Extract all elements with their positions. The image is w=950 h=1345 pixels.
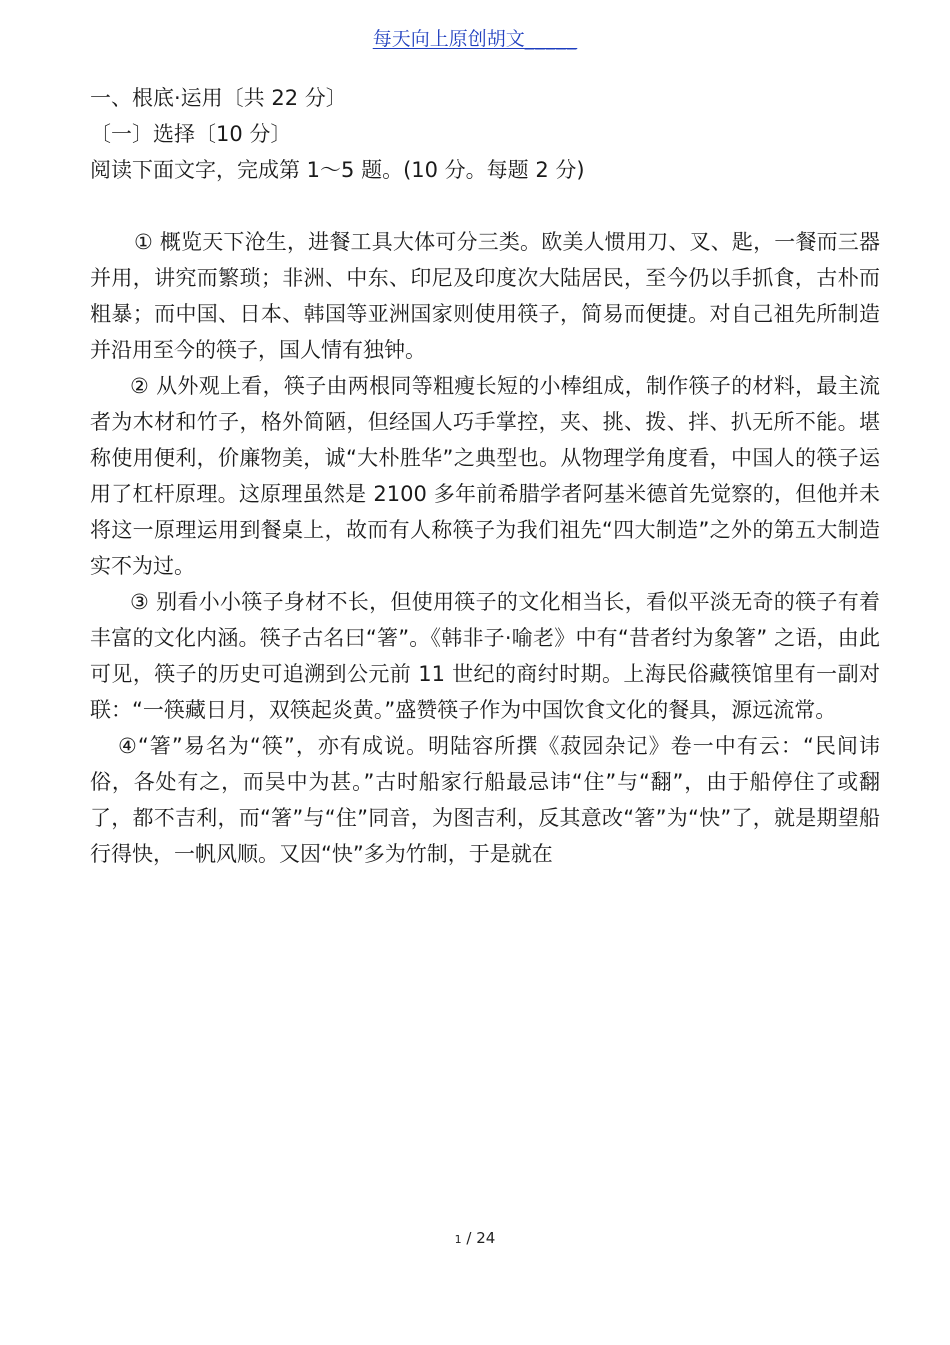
page-current: 1 [454,1233,462,1246]
passage-paragraph-3: ③ 别看小小筷子身材不长，但使用筷子的文化相当长，看似平淡无奇的筷子有着丰富的文化内涵。筷子古名曰“箸”。《韩非子·喻老》中有“昔者纣为象箸” 之语，由此可见，筷子的历史可追溯到公元前 11 世纪的商纣时期。上海民俗藏筷馆里有一副对联：“一筷藏日月，双筷起炎黄。”盛赞筷子作为中国饮食文化的餐具，源远流常。 [90,590,880,722]
passage-paragraph-1: ① 概览天下沧生，进餐工具大体可分三类。欧美人惯用刀、叉、匙，一餐而三器并用，讲究而繁琐；非洲、中东、印尼及印度次大陆居民，至今仍以手抓食，古朴而粗暴；而中国、日本、韩国等亚洲国家则使用筷子，简易而便捷。对自己祖先所制造并沿用至今的筷子，国人情有独钟。 [90,230,880,362]
header-title[interactable]: 每天向上原创胡文 [372,28,525,50]
page-total: 24 [476,1229,496,1247]
blank-line [90,188,880,224]
section-title: 一、根底·运用〔共 22 分〕 [90,86,347,110]
reading-instruction: 阅读下面文字，完成第 1～5 题。(10 分。每题 2 分) [90,158,585,182]
section-subtitle: 〔一〕选择〔10 分〕 [90,122,292,146]
passage-paragraph-2: ② 从外观上看，筷子由两根同等粗瘦长短的小棒组成，制作筷子的材料，最主流者为木材和竹子，格外简陋，但经国人巧手掌控，夹、挑、拨、拌、扒无所不能。堪称使用便利，价廉物美，诚“大朴胜华”之典型也。从物理学角度看，中国人的筷子运用了杠杆原理。这原理虽然是 2100 多年前希腊学者阿基米德首先觉察的，但他并未将这一原理运用到餐桌上，故而有人称筷子为我们祖先“四大制造”之外的第五大制造实不为过。 [90,374,880,578]
passage-paragraph-4: ④“箸”易名为“筷”，亦有成说。明陆容所撰《菽园杂记》卷一中有云：“民间讳俗，各处有之，而吴中为甚。”古时船家行船最忌讳“住”与“翻”，由于船停住了或翻了，都不吉利，而“箸”与“住”同音，为图吉利，反其意改“箸”为“快”了，就是期望船行得快，一帆风顺。又因“快”多为竹制，于是就在 [90,734,880,866]
header-underline-trail: _____ [524,28,578,50]
page-separator: / [466,1229,472,1247]
document-header[interactable] [0,24,950,51]
document-body [90,80,880,872]
page-number [0,1229,950,1247]
